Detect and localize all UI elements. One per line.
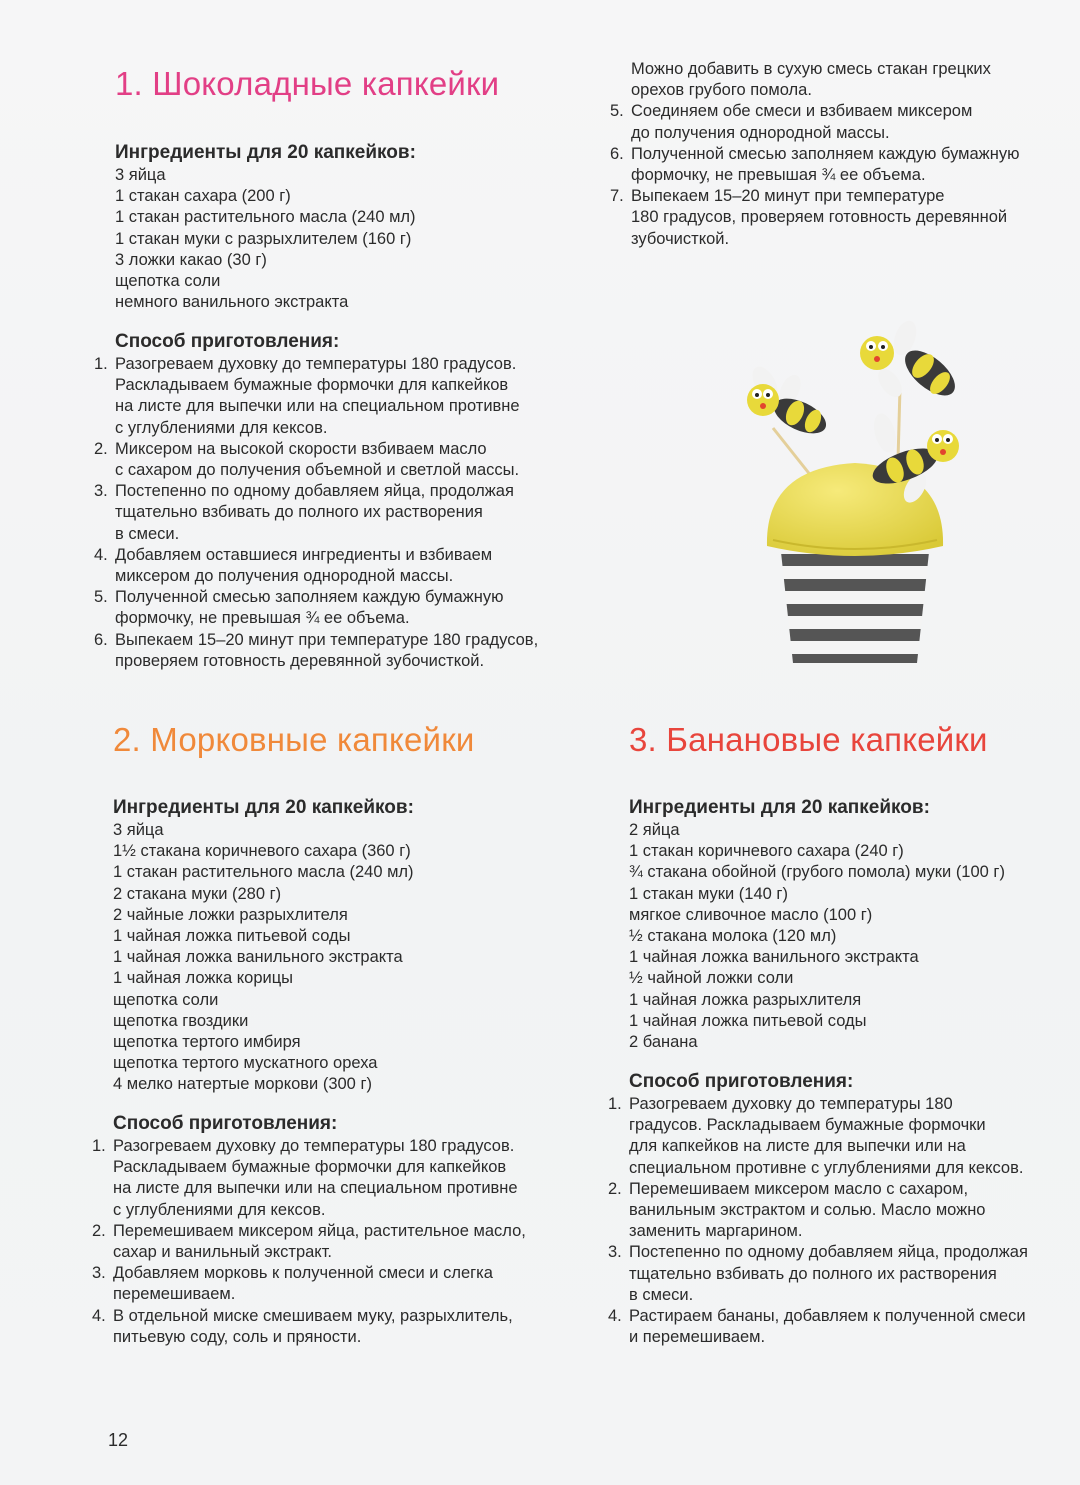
method-heading: Способ приготовления: (115, 331, 340, 352)
step-line (631, 207, 1071, 228)
step-line (94, 354, 595, 375)
step-line (113, 1242, 593, 1263)
step-line (113, 1284, 593, 1305)
step-text: Выпекаем 15–20 минут при температуре 180 градусов, (115, 630, 539, 649)
ingredient-line: 1 чайная ложка питьевой соды (113, 927, 351, 946)
step-number: 4. (94, 545, 108, 564)
step-text: тщательно взбивать до полного их растворения (115, 503, 483, 522)
ingredient-line: щепотка соли (113, 990, 219, 1009)
step-line (94, 439, 595, 460)
method-heading: Способ приготовления: (113, 1113, 338, 1134)
step-line (631, 229, 1071, 250)
step-line (113, 1178, 593, 1199)
step-line (115, 502, 595, 523)
step-text: на листе для выпечки или на специальном противне (113, 1179, 518, 1198)
ingredients-heading: Ингредиенты для 20 капкейков: (113, 797, 414, 818)
step-number: 3. (94, 482, 108, 501)
step-line (608, 1306, 1069, 1327)
step-line (631, 165, 1071, 186)
ingredient-line: 2 стакана муки (280 г) (113, 884, 282, 903)
step-line (115, 608, 595, 629)
step-line (115, 375, 595, 396)
ingredient-line: немного ванильного экстракта (115, 293, 349, 312)
recipe-banana-ingredients (629, 796, 1069, 1053)
ingredient-line: 2 чайные ложки разрыхлителя (113, 905, 348, 924)
step-line (113, 1157, 593, 1178)
step-text: градусов. Раскладываем бумажные формочки (629, 1116, 986, 1135)
ingredient-line: 1½ стакана коричневого сахара (360 г) (113, 842, 411, 861)
step-text: в смеси. (115, 524, 180, 543)
ingredient-line: ½ стакана молока (120 мл) (629, 927, 837, 946)
ingredient-line: орехов грубого помола. (631, 81, 812, 100)
step-number: 6. (610, 144, 624, 163)
recipe-carrot-ingredients (113, 796, 593, 1096)
step-number: 7. (610, 187, 624, 206)
recipe-carrot-title-block (113, 720, 593, 760)
step-number: 4. (92, 1306, 106, 1325)
step-number: 3. (92, 1264, 106, 1283)
step-line (610, 186, 1071, 207)
ingredients-heading: Ингредиенты для 20 капкейков: (115, 142, 416, 163)
step-text: 180 градусов, проверяем готовность деревянной (631, 208, 1008, 227)
bee-cupcake-illustration (735, 318, 975, 678)
ingredient-list (115, 165, 595, 313)
step-number: 2. (92, 1221, 106, 1240)
ingredient-line: 1 чайная ложка ванильного экстракта (113, 948, 403, 967)
step-text: на листе для выпечки или на специальном противне (115, 397, 520, 416)
step-text: питьевую соду, соль и пряности. (113, 1327, 362, 1346)
step-text: Соединяем обе смеси и взбиваем миксером (631, 102, 973, 121)
recipe-chocolate-method (94, 330, 595, 672)
step-text: проверяем готовность деревянной зубочисткой. (115, 651, 485, 670)
step-number: 2. (608, 1179, 622, 1198)
recipe-banana-title-block (629, 720, 1069, 760)
recipe-chocolate-title-block (115, 64, 595, 104)
step-text: Постепенно по одному добавляем яйца, продолжая (629, 1243, 1028, 1262)
step-line (92, 1221, 593, 1242)
step-text: в смеси. (629, 1285, 694, 1304)
step-text: Добавляем оставшиеся ингредиенты и взбиваем (115, 545, 493, 564)
recipe-banana-method (608, 1070, 1069, 1348)
step-text: миксером до получения однородной массы. (115, 567, 454, 586)
step-text: до получения однородной массы. (631, 123, 890, 142)
recipe-title: 3. Банановые капкейки (629, 721, 988, 758)
ingredient-line: щепотка соли (115, 272, 221, 291)
ingredient-line: 1 стакан муки с разрыхлителем (160 г) (115, 229, 412, 248)
step-text: перемешиваем. (113, 1285, 236, 1304)
step-line (629, 1136, 1069, 1157)
step-line (115, 524, 595, 545)
step-text: заменить маргарином. (629, 1222, 803, 1241)
step-text: с сахаром до получения объемной и светлой массы. (115, 461, 520, 480)
ingredient-line: щепотка тертого имбиря (113, 1033, 301, 1052)
step-text: Выпекаем 15–20 минут при температуре (631, 187, 945, 206)
step-text: Постепенно по одному добавляем яйца, продолжая (115, 482, 514, 501)
ingredient-line: 1 чайная ложка разрыхлителя (629, 990, 862, 1009)
step-line (115, 460, 595, 481)
method-heading: Способ приготовления: (629, 1071, 854, 1092)
step-text: тщательно взбивать до полного их растворения (629, 1264, 997, 1283)
ingredients-heading: Ингредиенты для 20 капкейков: (629, 797, 930, 818)
ingredient-list (629, 820, 1069, 1053)
step-text: Разогреваем духовку до температуры 180 градусов. (115, 355, 517, 373)
step-list (610, 101, 1071, 249)
step-line (608, 1094, 1069, 1115)
ingredient-line: щепотка гвоздики (113, 1011, 249, 1030)
step-line (94, 481, 595, 502)
step-text: Перемешиваем миксером яйца, растительное масло, (113, 1221, 526, 1240)
ingredient-line: 1 стакан коричневого сахара (240 г) (629, 842, 904, 861)
step-text: В отдельной миске смешиваем муку, разрыхлитель, (113, 1306, 513, 1325)
step-list (94, 354, 595, 672)
step-list (608, 1094, 1069, 1348)
step-number: 4. (608, 1307, 622, 1326)
ingredient-line: 1 стакан растительного масла (240 мл) (115, 208, 416, 227)
step-text: формочку, не превышая ¾ ее объема. (115, 609, 410, 628)
step-text: Перемешиваем миксером масло с сахаром, (629, 1179, 969, 1198)
ingredient-line: ½ чайной ложки соли (629, 969, 794, 988)
step-line (629, 1221, 1069, 1242)
ingredient-line: 2 банана (629, 1033, 698, 1052)
step-text: Миксером на высокой скорости взбиваем масло (115, 439, 487, 458)
step-line (631, 123, 1071, 144)
step-line (610, 101, 1071, 122)
step-line (115, 651, 595, 672)
step-text: Разогреваем духовку до температуры 180 (629, 1095, 953, 1113)
step-line (94, 630, 595, 651)
step-number: 3. (608, 1243, 622, 1262)
step-number: 2. (94, 439, 108, 458)
ingredient-line: Можно добавить в сухую смесь стакан грецких (631, 60, 991, 78)
ingredient-line: щепотка тертого мускатного ореха (113, 1054, 378, 1073)
recipe-carrot-method (92, 1112, 593, 1348)
ingredient-line: 1 чайная ложка корицы (113, 969, 294, 988)
ingredient-line: 1 чайная ложка питьевой соды (629, 1011, 867, 1030)
step-text: Раскладываем бумажные формочки для капкейков (115, 376, 509, 395)
step-line (629, 1327, 1069, 1348)
recipe-title: 2. Морковные капкейки (113, 721, 475, 758)
step-line (115, 396, 595, 417)
ingredient-line: 4 мелко натертые моркови (300 г) (113, 1075, 372, 1094)
step-text: Полученной смесью заполняем каждую бумажную (115, 588, 504, 607)
ingredient-line: 1 чайная ложка ванильного экстракта (629, 948, 919, 967)
ingredient-line: 1 стакан муки (140 г) (629, 884, 788, 903)
step-line (608, 1242, 1069, 1263)
ingredient-line: 3 яйца (115, 166, 166, 184)
step-line (629, 1115, 1069, 1136)
step-line (629, 1285, 1069, 1306)
step-number: 5. (610, 102, 624, 121)
step-text: зубочисткой. (631, 229, 730, 248)
step-text: с углублениями для кексов. (115, 418, 328, 437)
step-line (92, 1263, 593, 1284)
step-line (113, 1327, 593, 1348)
step-list (92, 1136, 593, 1348)
step-line (94, 545, 595, 566)
step-text: Растираем бананы, добавляем к полученной смеси (629, 1307, 1026, 1326)
step-line (94, 587, 595, 608)
step-text: Разогреваем духовку до температуры 180 градусов. (113, 1137, 515, 1155)
step-line (115, 418, 595, 439)
step-text: Добавляем морковь к полученной смеси и слегка (113, 1264, 493, 1283)
step-number: 5. (94, 588, 108, 607)
ingredient-line: 3 яйца (113, 821, 164, 839)
recipe-continued (610, 59, 1071, 250)
recipe-chocolate-ingredients (115, 141, 595, 313)
step-text: и перемешиваем. (629, 1328, 766, 1347)
step-number: 6. (94, 630, 108, 649)
step-line (92, 1306, 593, 1327)
step-text: с углублениями для кексов. (113, 1200, 326, 1219)
step-number: 1. (94, 355, 108, 373)
step-line (113, 1200, 593, 1221)
ingredient-line: 1 стакан сахара (200 г) (115, 187, 291, 206)
step-text: специальном противне с углублениями для кексов. (629, 1158, 1024, 1177)
step-line (92, 1136, 593, 1157)
ingredient-line: 1 стакан растительного масла (240 мл) (113, 863, 414, 882)
step-line (115, 566, 595, 587)
step-text: ванильным экстрактом и солью. Масло можно (629, 1201, 986, 1220)
continued-intro (631, 59, 1071, 101)
step-text: формочку, не превышая ¾ ее объема. (631, 166, 926, 185)
step-line (629, 1158, 1069, 1179)
step-line (608, 1179, 1069, 1200)
ingredient-list (113, 820, 593, 1096)
step-line (610, 144, 1071, 165)
step-line (629, 1200, 1069, 1221)
ingredient-line: 2 яйца (629, 821, 680, 839)
ingredient-line: мягкое сливочное масло (100 г) (629, 905, 873, 924)
step-text: Полученной смесью заполняем каждую бумажную (631, 144, 1020, 163)
step-text: для капкейков на листе для выпечки или на (629, 1137, 966, 1156)
step-text: Раскладываем бумажные формочки для капкейков (113, 1158, 507, 1177)
step-text: сахар и ванильный экстракт. (113, 1243, 333, 1262)
page-number: 12 (108, 1430, 129, 1450)
ingredient-line: ¾ стакана обойной (грубого помола) муки (100 г) (629, 863, 1005, 882)
step-number: 1. (92, 1137, 106, 1155)
recipe-title: 1. Шоколадные капкейки (115, 65, 500, 102)
ingredient-line: 3 ложки какао (30 г) (115, 250, 267, 269)
step-number: 1. (608, 1095, 622, 1113)
step-line (629, 1264, 1069, 1285)
